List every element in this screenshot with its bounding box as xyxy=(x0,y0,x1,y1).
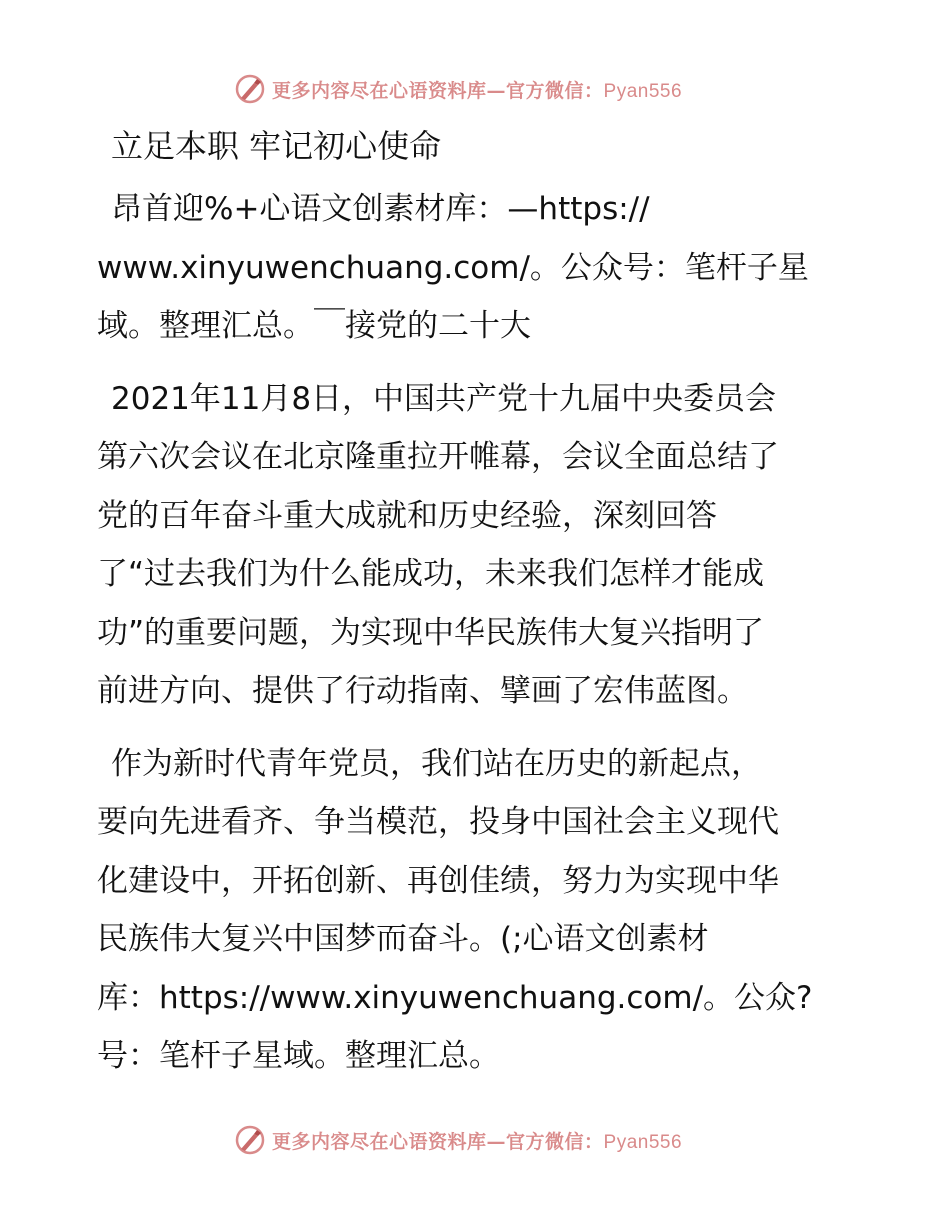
watermark-text xyxy=(272,1127,682,1154)
pen-logo-icon xyxy=(234,1124,266,1156)
document-title: 立足本职 牢记初心使命 xyxy=(111,127,442,165)
paragraph-line: 化建设中，开拓创新、再创佳绩，努力为实现中华 xyxy=(97,862,779,899)
wechat-id: Pyan556 xyxy=(603,80,683,102)
paragraph-line: www.xinyuwenchuang.com/。公众号：笔杆子星 xyxy=(97,249,809,286)
paragraph-line: 作为新时代青年党员，我们站在历史的新起点， xyxy=(111,745,762,782)
paragraph-line: 昂首迎%+心语文创素材库：—https:// xyxy=(111,191,650,227)
paragraph-line: 2021年11月8日，中国共产党十九届中央委员会 xyxy=(111,380,777,417)
paragraph-2 xyxy=(97,370,857,721)
watermark-label: 更多内容尽在心语资料库—官方微信： xyxy=(272,1130,604,1153)
paragraph-line: 要向先进看齐、争当模范，投身中国社会主义现代 xyxy=(97,804,779,840)
paragraph-line: 前进方向、提供了行动指南、擘画了宏伟蓝图。 xyxy=(97,673,748,709)
paragraph-line: 域。整理汇总。￣接党的二十大 xyxy=(97,308,531,344)
paragraph-line: 党的百年奋斗重大成就和历史经验，深刻回答 xyxy=(97,497,717,534)
paragraph-line: 了“过去我们为什么能成功，未来我们怎样才能成 xyxy=(97,556,765,592)
paragraph-3 xyxy=(97,735,857,1086)
document-body xyxy=(97,118,857,1100)
paragraph-line: 库：https://www.xinyuwenchuang.com/。公众? xyxy=(97,979,813,1016)
pen-logo-icon xyxy=(234,73,266,105)
paragraph-line: 民族伟大复兴中国梦而奋斗。(;心语文创素材 xyxy=(97,921,709,957)
wechat-id: Pyan556 xyxy=(603,1131,683,1153)
paragraph-1 xyxy=(97,180,857,356)
footer-watermark-banner xyxy=(234,1123,714,1157)
paragraph-line: 功”的重要问题，为实现中华民族伟大复兴指明了 xyxy=(97,614,765,651)
paragraph-line: 第六次会议在北京隆重拉开帷幕，会议全面总结了 xyxy=(97,439,779,475)
watermark-text xyxy=(272,76,682,103)
header-watermark-banner xyxy=(234,72,714,106)
watermark-label: 更多内容尽在心语资料库—官方微信： xyxy=(272,79,604,102)
paragraph-line: 号：笔杆子星域。整理汇总。 xyxy=(97,1038,500,1074)
